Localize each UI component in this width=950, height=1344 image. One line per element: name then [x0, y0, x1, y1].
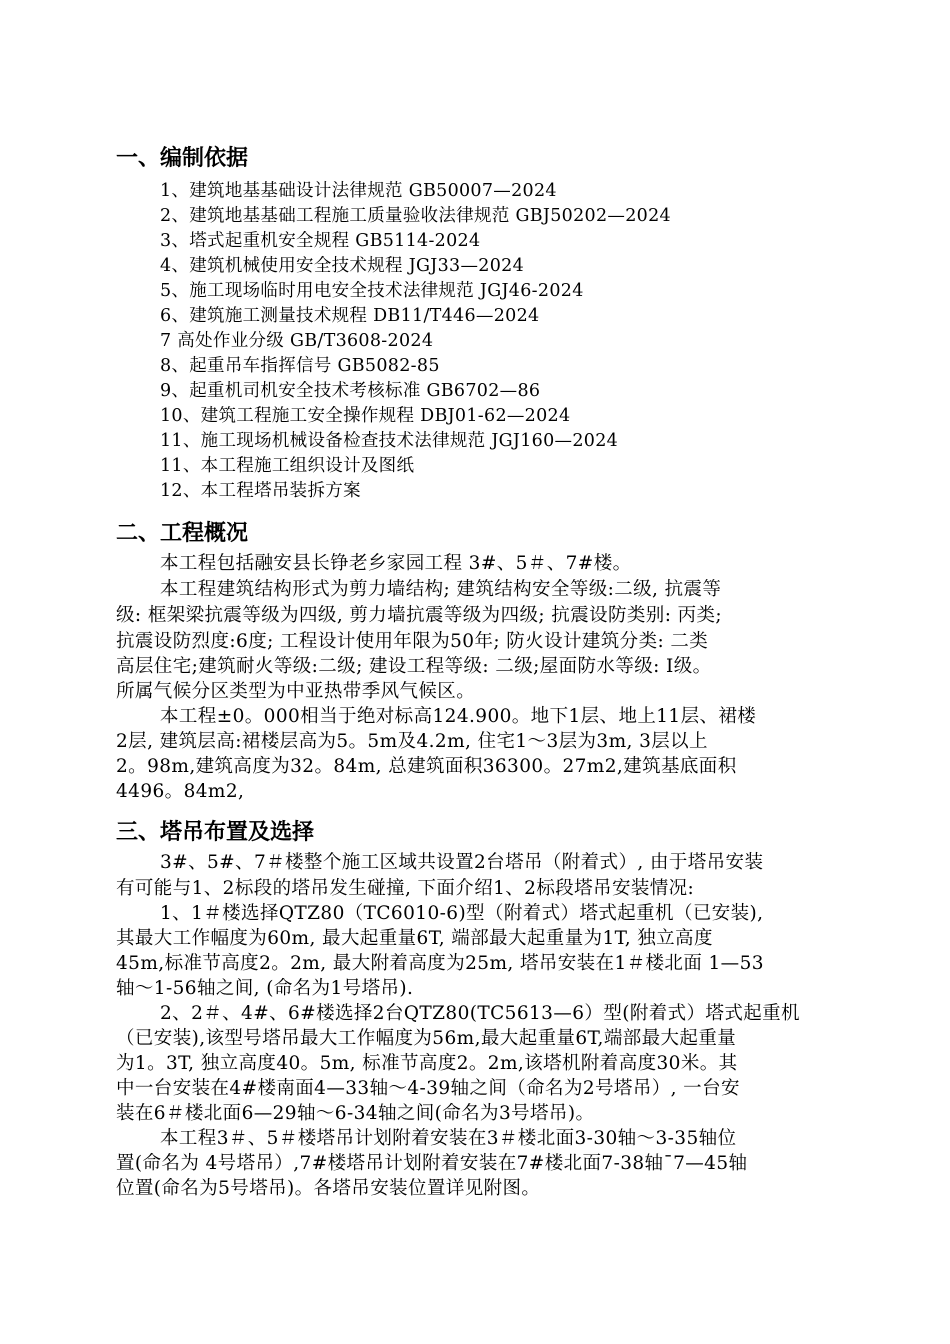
overview-line: 本工程建筑结构形式为剪力墙结构; 建筑结构安全等级:二级, 抗震等 [160, 579, 722, 600]
reference-item: 1、建筑地基基础设计法律规范 GB50007—2024 [160, 181, 557, 201]
crane-line: 置(命名为 4号塔吊）,7#楼塔吊计划附着安装在7#楼北面7-38轴¯7—45轴 [116, 1153, 748, 1174]
crane-line: 其最大工作幅度为60m, 最大起重量6T, 端部最大起重量为1T, 独立高度 [116, 928, 713, 949]
reference-item: 3、塔式起重机安全规程 GB5114-2024 [160, 231, 481, 251]
reference-item: 11、施工现场机械设备检查技术法律规范 JGJ160—2024 [160, 431, 619, 451]
overview-line: 2。98m,建筑高度为32。84m, 总建筑面积36300。27m2,建筑基底面积 [116, 756, 737, 777]
crane-line: 2、2＃、4#、6#楼选择2台QTZ80(TC5613—6）型(附着式）塔式起重机 [160, 1003, 800, 1024]
overview-line: 2层, 建筑层高:裙楼层高为5。5m及4.2m, 住宅1～3层为3m, 3层以上 [116, 731, 708, 752]
crane-line: （已安装),该型号塔吊最大工作幅度为56m,最大起重量6T,端部最大起重量 [116, 1028, 737, 1049]
crane-line: 装在6＃楼北面6—29轴～6-34轴之间(命名为3号塔吊)。 [116, 1103, 595, 1124]
section-3-heading: 三、塔吊布置及选择 [116, 820, 315, 845]
section-1-heading: 一、编制依据 [116, 146, 249, 171]
reference-item: 6、建筑施工测量技术规程 DB11/T446—2024 [160, 306, 540, 326]
crane-line: 中一台安装在4#楼南面4—33轴～4-39轴之间（命名为2号塔吊）, 一台安 [116, 1078, 740, 1099]
overview-line: 本工程±0。000相当于绝对标高124.900。地下1层、地上11层、裙楼 [160, 706, 757, 727]
crane-line: 45m,标准节高度2。2m, 最大附着高度为25m, 塔吊安装在1＃楼北面 1—53 [116, 953, 764, 974]
reference-item: 5、施工现场临时用电安全技术法律规范 JGJ46-2024 [160, 281, 584, 301]
crane-line: 1、1＃楼选择QTZ80（TC6010-6)型（附着式）塔式起重机（已安装), [160, 903, 764, 924]
section-2-heading: 二、工程概况 [116, 521, 249, 546]
reference-item: 2、建筑地基基础工程施工质量验收法律规范 GBJ50202—2024 [160, 206, 671, 226]
reference-item: 7 高处作业分级 GB/T3608-2024 [160, 331, 434, 351]
overview-line: 高层住宅;建筑耐火等级:二级; 建设工程等级: 二级;屋面防水等级: Ⅰ级。 [116, 656, 712, 677]
overview-line: 抗震设防烈度:6度; 工程设计使用年限为50年; 防火设计建筑分类: 二类 [116, 631, 709, 652]
crane-line: 3#、5#、7＃楼整个施工区域共设置2台塔吊（附着式）, 由于塔吊安装 [160, 852, 764, 873]
crane-line: 有可能与1、2标段的塔吊发生碰撞, 下面介绍1、2标段塔吊安装情况: [116, 878, 695, 899]
crane-line: 位置(命名为5号塔吊)。各塔吊安装位置详见附图。 [116, 1178, 541, 1199]
crane-line: 为1。3T, 独立高度40。5m, 标准节高度2。2m,该塔机附着高度30米。其 [116, 1053, 738, 1074]
reference-item: 8、起重吊车指挥信号 GB5082-85 [160, 356, 440, 376]
reference-item: 9、起重机司机安全技术考核标准 GB6702—86 [160, 381, 541, 401]
crane-line: 轴～1-56轴之间, (命名为1号塔吊). [116, 978, 414, 999]
reference-item: 10、建筑工程施工安全操作规程 DBJ01-62—2024 [160, 406, 571, 426]
overview-line: 级: 框架梁抗震等级为四级, 剪力墙抗震等级为四级; 抗震设防类别: 丙类; [116, 605, 723, 626]
crane-line: 本工程3＃、5＃楼塔吊计划附着安装在3＃楼北面3-30轴～3-35轴位 [160, 1128, 737, 1149]
reference-item: 4、建筑机械使用安全技术规程 JGJ33—2024 [160, 256, 525, 276]
overview-line: 本工程包括融安县长铮老乡家园工程 3#、5＃、7#楼。 [160, 553, 632, 574]
overview-line: 4496。84m2, [116, 781, 245, 802]
reference-item: 12、本工程塔吊装拆方案 [160, 481, 361, 501]
reference-item: 11、本工程施工组织设计及图纸 [160, 456, 415, 476]
overview-line: 所属气候分区类型为中亚热带季风气候区。 [116, 681, 476, 702]
